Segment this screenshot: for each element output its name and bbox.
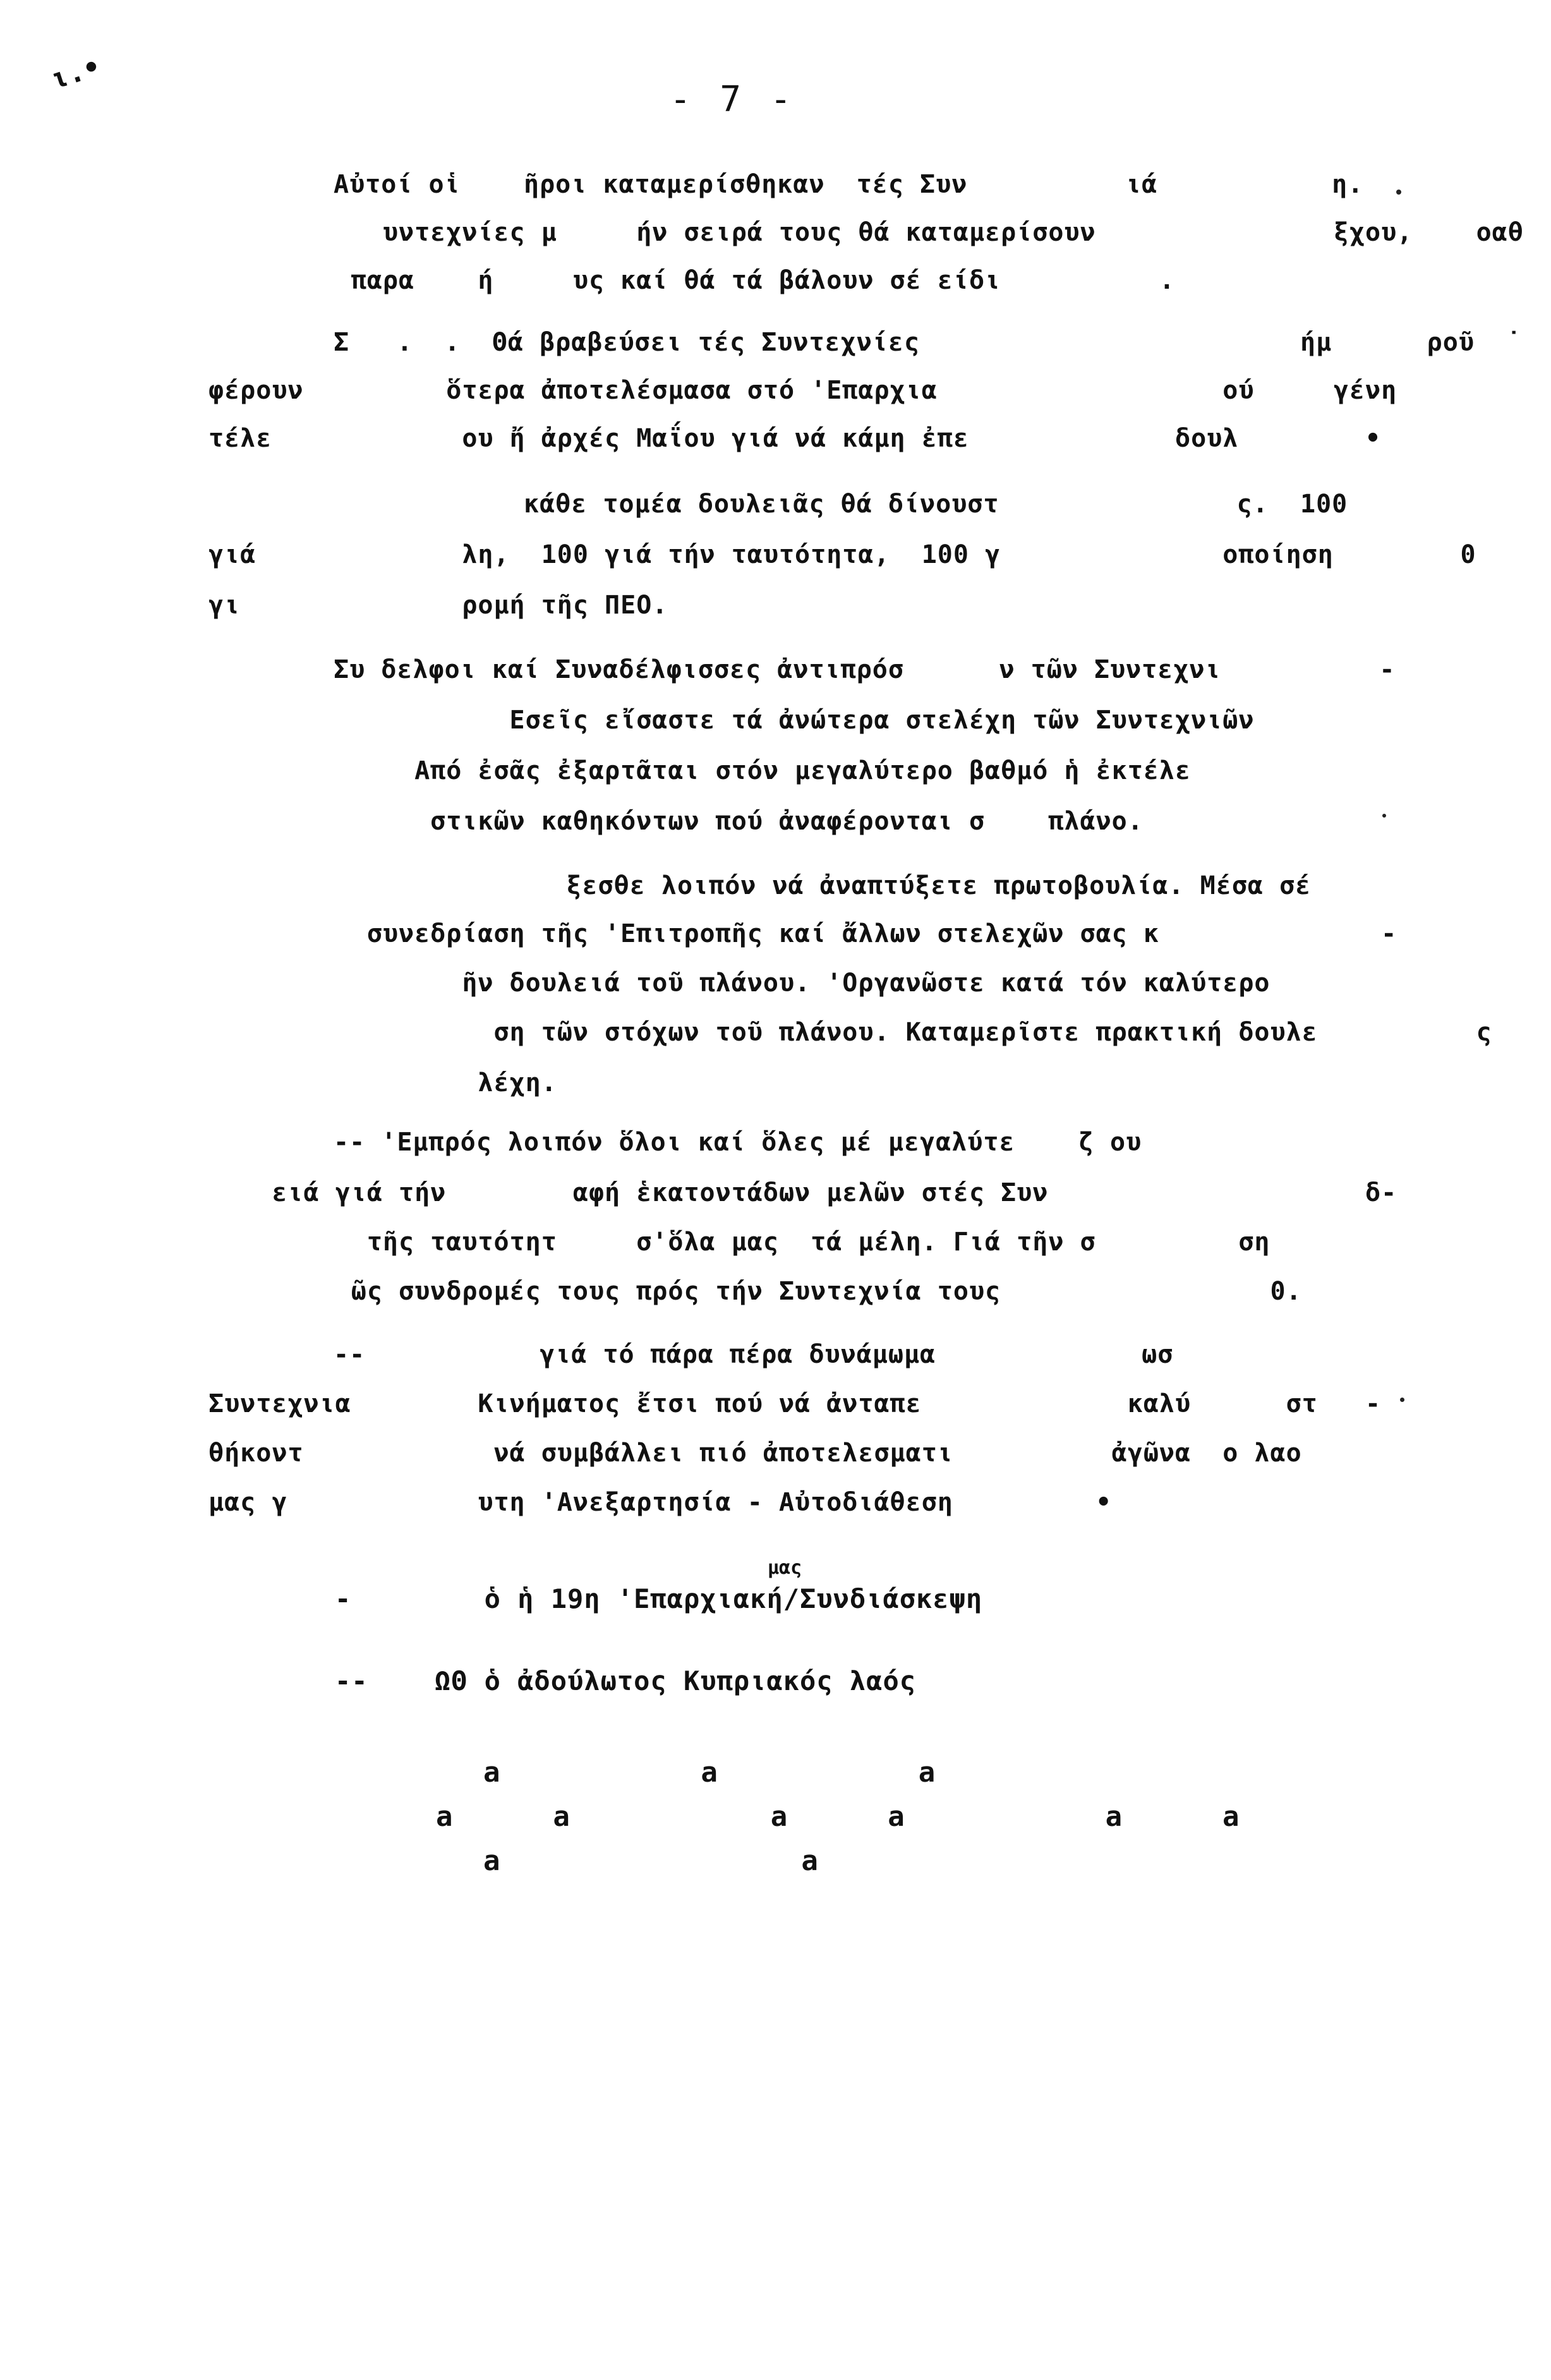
text-line: ση τῶν στόχων τοῦ πλάνου. Καταμερῖστε πρακτική δουλε ς bbox=[208, 1018, 1492, 1047]
text-line: ξεσθε λοιπόν νά ἀναπτύξετε πρωτοβουλία. Μέσα σέ bbox=[297, 871, 1312, 900]
slogan-superscript: μας bbox=[768, 1557, 802, 1579]
ornament-row: a a a bbox=[483, 1756, 936, 1789]
text-line: Συ δελφοι καί Συναδέλφισσες ἀντιπρόσ ν τῶν Συντεχνι - bbox=[334, 655, 1396, 684]
text-line: τέλε ου ἤ ἀρχές Μαΐου γιά νά κάμη ἐπε δουλ • bbox=[208, 424, 1382, 453]
text-line: -- 'Εμπρός λοιπόν ὅλοι καί ὅλες μέ μεγαλύτε ζ ου bbox=[334, 1128, 1142, 1157]
text-line: ῶς συνδρομές τους πρός τήν Συντεχνία τους 0. bbox=[208, 1277, 1302, 1306]
slogan-line: -- ΩΘ ὁ ἀδούλωτος Κυπριακός λαός bbox=[335, 1665, 917, 1696]
text-line: Συντεχνια Κινήματος ἔτσι πού νά ἀνταπε καλύ στ - bbox=[208, 1389, 1382, 1418]
text-line: μας γ υτη 'Ανεξαρτησία - Αὐτοδιάθεση • bbox=[208, 1488, 1112, 1517]
text-line: τῆς ταυτότητ σ'ὅλα μας τά μέλη. Γιά τῆν σ ση bbox=[208, 1228, 1270, 1257]
scan-speck bbox=[1400, 1398, 1404, 1402]
text-line: ειά γιά τήν αφή ἑκατοντάδων μελῶν στές Συν δ- bbox=[208, 1178, 1397, 1207]
slogan-line: - ὁ ἡ 19η 'Επαρχιακή/Συνδιάσκεψη bbox=[335, 1583, 983, 1614]
text-line: ῆν δουλειά τοῦ πλάνου. 'Οργανῶστε κατά τόν καλύτερο bbox=[208, 969, 1270, 998]
text-line: Σ . . Θά βραβεύσει τές Συντεχνίες ήμ ροῦ ˙ bbox=[334, 328, 1523, 357]
scan-speck bbox=[1396, 190, 1401, 195]
text-line: φέρουν ὅτερα ἀποτελέσμασα στό 'Επαρχια ού γένη bbox=[208, 376, 1397, 405]
text-line: γιά λη, 100 γιά τήν ταυτότητα, 100 γ οποίηση 0 bbox=[208, 540, 1476, 569]
corner-mark: ι.• bbox=[47, 49, 105, 97]
text-line: λέχη. bbox=[208, 1068, 557, 1097]
text-line: γι ρομή τῆς ΠΕΟ. bbox=[208, 591, 668, 620]
text-line: κάθε τομέα δουλειᾶς θά δίνουστ ς. 100 bbox=[334, 490, 1348, 519]
text-line: Αὐτοί οἱ ῆροι καταμερίσθηκαν τές Συν ιά η. bbox=[334, 170, 1364, 199]
text-line: υντεχνίες μ ήν σειρά τους θά καταμερίσουν ξχου, οαθ bbox=[208, 218, 1524, 247]
text-line: Από ἐσᾶς ἐξαρτᾶται στόν μεγαλύτερο βαθμό ἡ ἐκτέλε bbox=[208, 756, 1192, 785]
ornament-row: a a bbox=[483, 1845, 818, 1877]
text-line: θήκοντ νά συμβάλλει πιό ἀποτελεσματι ἀγῶνα ο λαο bbox=[208, 1439, 1302, 1468]
text-line: συνεδρίαση τῆς 'Επιτροπῆς καί ἄλλων στελεχῶν σας κ - bbox=[208, 919, 1397, 948]
ornament-row: a a a a a a bbox=[436, 1801, 1240, 1833]
text-line: -- γιά τό πάρα πέρα δυνάμωμα ωσ bbox=[334, 1340, 1174, 1369]
text-line: παρα ή υς καί θά τά βάλουν σέ είδι . bbox=[208, 266, 1176, 295]
scan-speck bbox=[1382, 814, 1386, 818]
text-line: στικῶν καθηκόντων πού ἀναφέρονται σ πλάνο. bbox=[208, 807, 1144, 836]
page-number: - 7 - bbox=[670, 79, 795, 120]
text-line: Εσεῖς εἴσαστε τά ἀνώτερα στελέχη τῶν Συντεχνιῶν bbox=[208, 706, 1255, 735]
